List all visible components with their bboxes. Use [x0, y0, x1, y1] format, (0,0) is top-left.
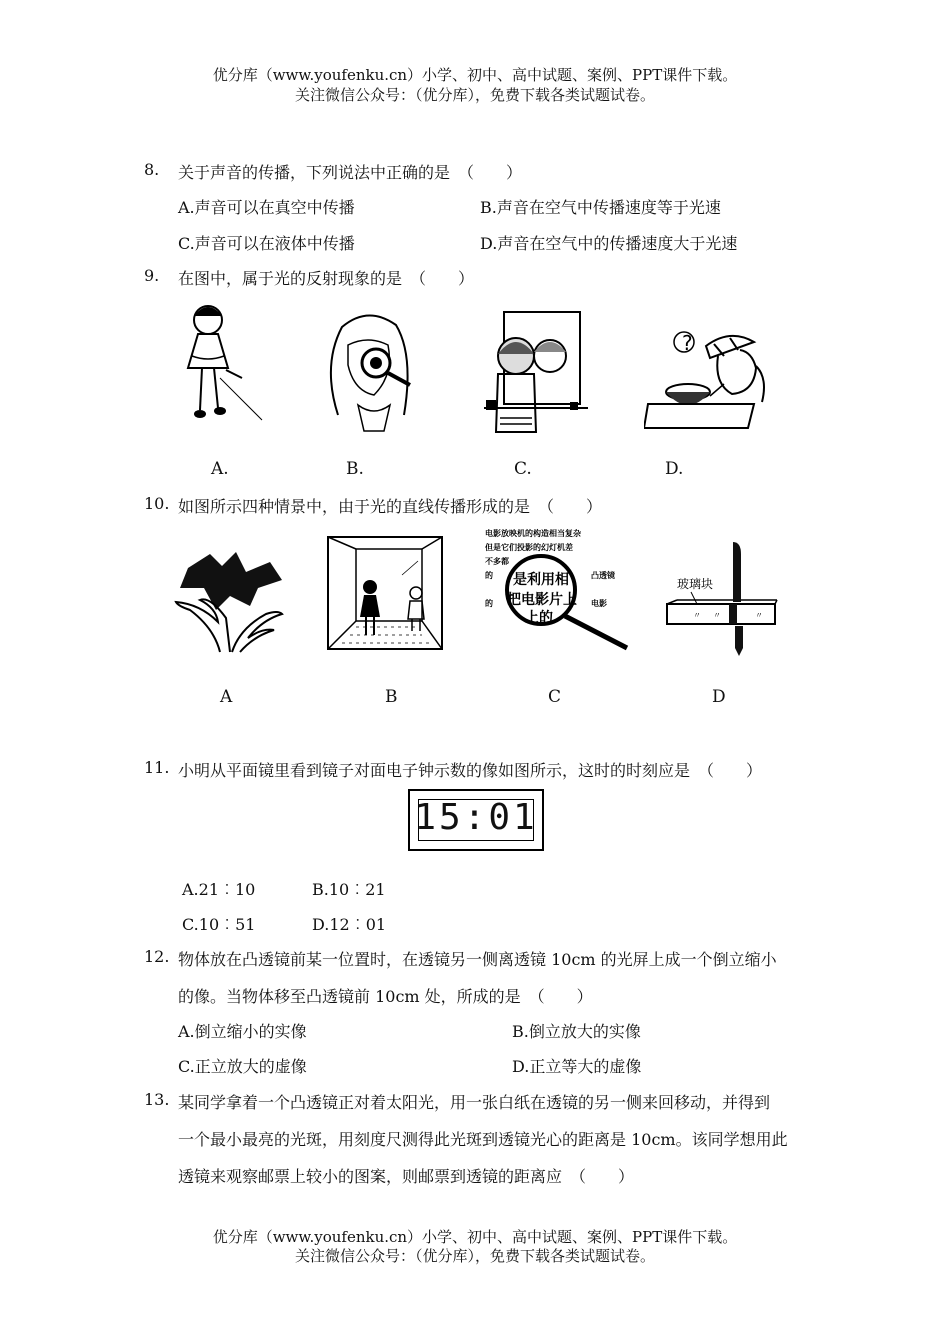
- q13-stem-line-3: 透镜来观察邮票上较小的图案，则邮票到透镜的距离应 （ ）: [178, 1167, 635, 1186]
- q10-stem: 如图所示四种情景中，由于光的直线传播形成的是 （ ）: [178, 497, 603, 516]
- q8-stem: 关于声音的传播，下列说法中正确的是 （ ）: [178, 163, 523, 182]
- footer-line-1: 优分库（www.youfenku.cn）小学、初中、高中试题、案例、PPT课件下载。: [212, 1228, 738, 1246]
- q10-figure-b-mirror-room: [326, 535, 446, 651]
- newspaper-line-2: 但是它们投影的幻灯机差: [485, 543, 573, 552]
- q9-label-b: B.: [346, 459, 364, 479]
- q12-option-b: B.倒立放大的实像: [512, 1022, 641, 1041]
- newspaper-line-4: 的: [485, 571, 493, 580]
- newspaper-line-1: 电影放映机的构造相当复杂: [485, 529, 581, 538]
- q9-stem: 在图中，属于光的反射现象的是 （ ）: [178, 269, 475, 288]
- newspaper-magnified-3: 上的: [525, 610, 553, 626]
- newspaper-line-3: 不多都: [485, 557, 509, 566]
- header-line-2: 关注微信公众号：（优分库），免费下载各类试题试卷。: [294, 86, 655, 104]
- q10-label-c: C: [548, 687, 562, 707]
- q10-figure-a-hand-shadow: [170, 548, 290, 656]
- q11-option-b: B.10︰21: [312, 880, 386, 899]
- newspaper-magnified-2: 把电影片上: [507, 592, 577, 608]
- q12-option-d: D.正立等大的虚像: [512, 1057, 642, 1076]
- q12-stem-line-2: 的像。当物体移至凸透镜前 10cm 处，所成的是 （ ）: [178, 987, 593, 1006]
- footer-line-2: 关注微信公众号：（优分库），免费下载各类试题试卷。: [294, 1247, 655, 1265]
- q9-label-a: A.: [211, 459, 229, 479]
- newspaper-line-6: 凸透镜: [591, 571, 615, 580]
- q8-option-d: D.声音在空气中的传播速度大于光速: [480, 234, 738, 253]
- svg-text:〃: 〃: [755, 611, 763, 620]
- q10-label-b: B: [385, 687, 398, 707]
- q12-option-a: A.倒立缩小的实像: [178, 1022, 307, 1041]
- q9-label-d: D.: [665, 459, 684, 479]
- newspaper-line-10: 电影: [591, 599, 607, 608]
- q11-option-c: C.10︰51: [182, 915, 256, 934]
- svg-text:〃: 〃: [713, 611, 721, 620]
- glass-block-label: 玻璃块: [677, 577, 714, 591]
- q9-figure-d-boy-bowl: [644, 322, 774, 434]
- q10-figure-d-pen-glass: [663, 540, 783, 656]
- q9-label-c: C.: [514, 459, 532, 479]
- q8-number: 8.: [144, 160, 160, 179]
- q10-figure-c-magnifier-newspaper: [481, 526, 633, 654]
- q10-number: 10.: [144, 494, 170, 513]
- newspaper-magnified-1: 是利用相: [513, 572, 569, 588]
- q8-option-c: C.声音可以在液体中传播: [178, 234, 355, 253]
- q13-number: 13.: [144, 1090, 170, 1109]
- q11-stem: 小明从平面镜里看到镜子对面电子钟示数的像如图所示，这时的时刻应是 （ ）: [178, 761, 763, 780]
- q9-figure-b-magnifier: [318, 305, 428, 435]
- svg-text:〃: 〃: [693, 611, 701, 620]
- q13-stem-line-1: 某同学拿着一个凸透镜正对着太阳光，用一张白纸在透镜的另一侧来回移动，并得到: [178, 1093, 771, 1112]
- q8-option-b: B.声音在空气中传播速度等于光速: [480, 198, 721, 217]
- q9-number: 9.: [144, 266, 160, 285]
- q8-option-a: A.声音可以在真空中传播: [178, 198, 355, 217]
- q11-option-d: D.12︰01: [312, 915, 387, 934]
- q11-number: 11.: [144, 758, 170, 777]
- header-line-1: 优分库（www.youfenku.cn）小学、初中、高中试题、案例、PPT课件下载。: [212, 66, 738, 84]
- q10-label-d: D: [712, 687, 726, 707]
- q12-option-c: C.正立放大的虚像: [178, 1057, 307, 1076]
- clock-digits: 15:01: [414, 797, 538, 838]
- q13-stem-line-2: 一个最小最亮的光斑，用刻度尺测得此光斑到透镜光心的距离是 10cm。该同学想用此: [178, 1130, 788, 1149]
- q12-stem-line-1: 物体放在凸透镜前某一位置时，在透镜另一侧离透镜 10cm 的光屏上成一个倒立缩小: [178, 950, 777, 969]
- digital-clock-frame: [408, 789, 544, 851]
- newspaper-line-8: 的: [485, 599, 493, 608]
- svg-text:?: ?: [682, 331, 693, 355]
- q12-number: 12.: [144, 947, 170, 966]
- q9-figure-c-mirror: [478, 308, 588, 438]
- q11-option-a: A.21︰10: [182, 880, 256, 899]
- q9-figure-a-girl-shadow: [170, 298, 270, 438]
- q10-label-a: A: [220, 687, 233, 707]
